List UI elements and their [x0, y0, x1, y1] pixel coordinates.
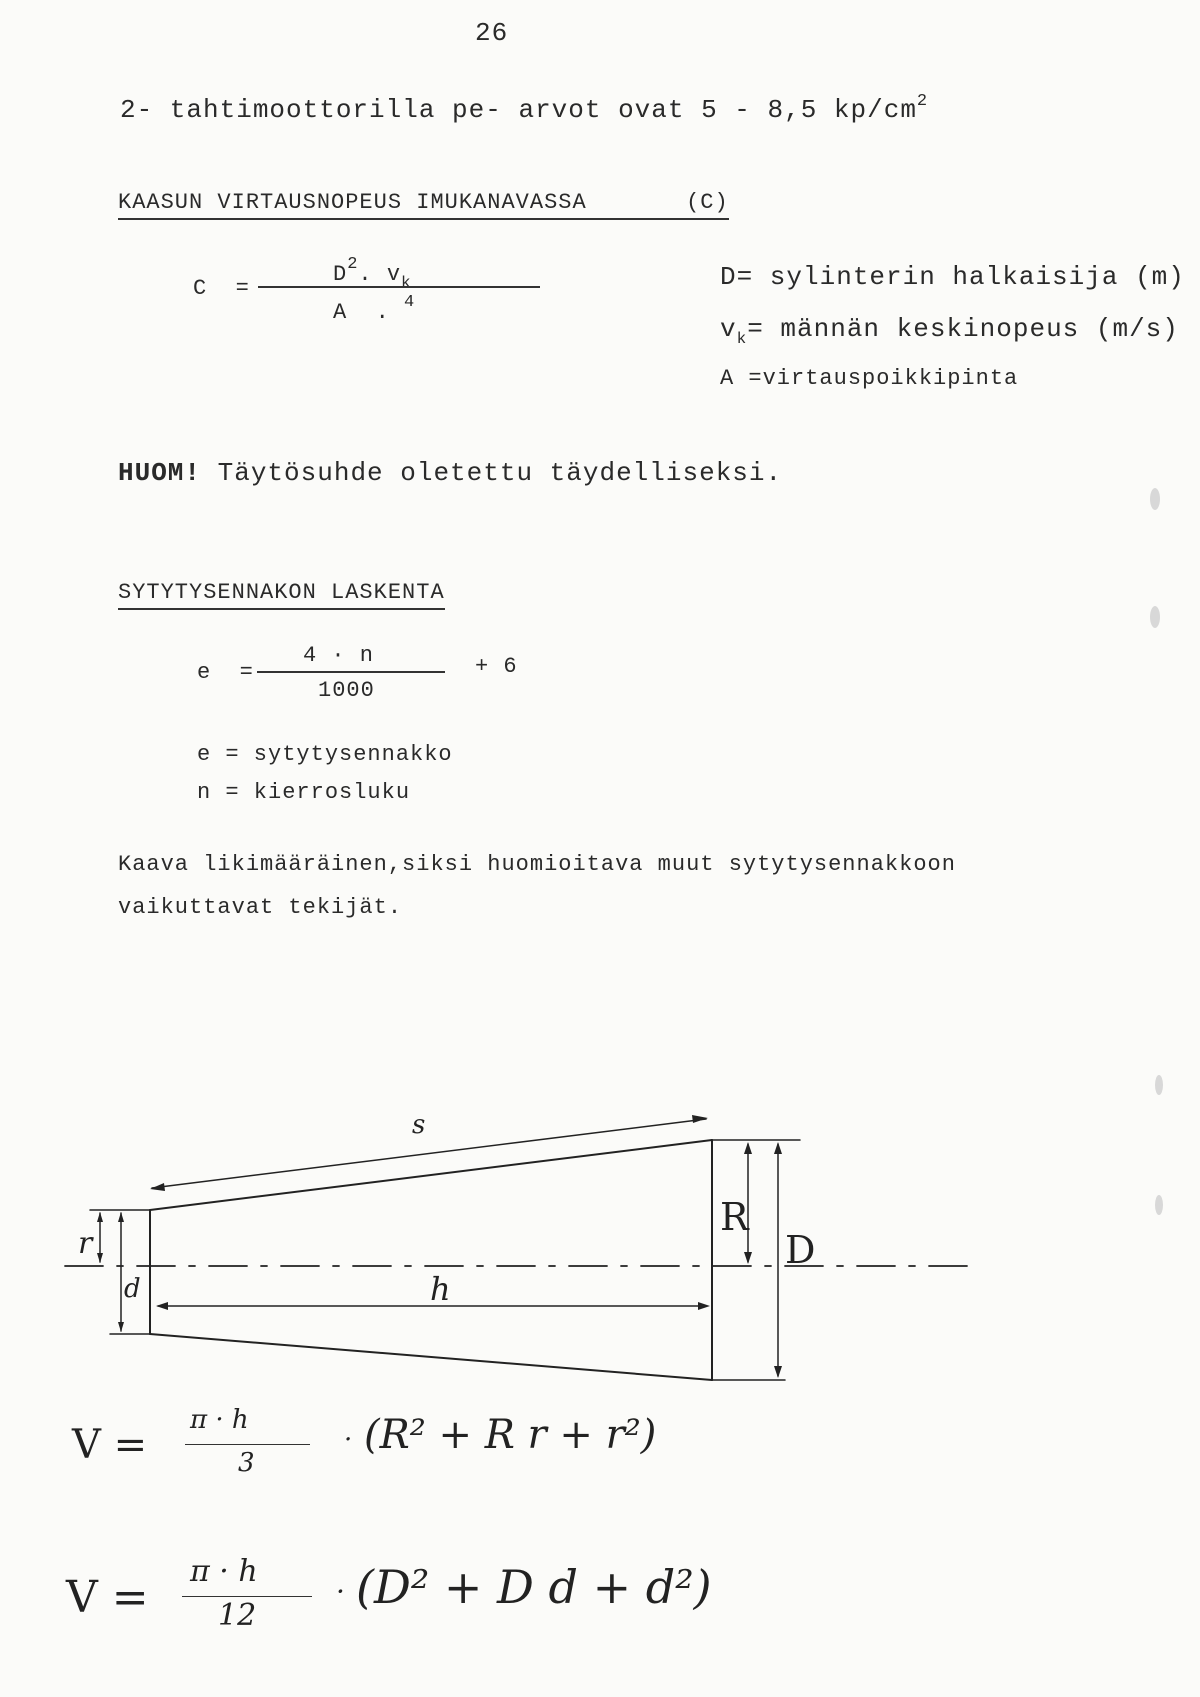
label-d: d	[124, 1274, 141, 1304]
D-arrow-bottom-icon	[774, 1366, 782, 1378]
gas-num-v: v	[386, 262, 402, 287]
punch-hole-mark	[1150, 488, 1160, 510]
closing-line-2: vaikuttavat tekijät.	[118, 895, 403, 920]
ignition-formula-lhs: e =	[197, 660, 254, 685]
h-arrow-right-icon	[698, 1302, 710, 1310]
punch-hole-mark	[1150, 606, 1160, 628]
ignition-plus-six: + 6	[475, 654, 518, 679]
def-A: A =virtauspoikkipinta	[720, 366, 1019, 391]
ignition-numerator: 4 · n	[303, 643, 375, 668]
page-number: 26	[475, 18, 509, 48]
def-vk-v: v	[720, 314, 737, 344]
intro-exponent: 2	[916, 92, 929, 111]
r-arrow-top-icon	[97, 1212, 103, 1222]
ignition-denominator: 1000	[318, 678, 375, 703]
def-vk-text: = männän keskinopeus (m/s)	[747, 314, 1179, 344]
note-label: HUOM!	[118, 458, 202, 488]
label-D: D	[785, 1228, 816, 1272]
slant-arrow-left-icon	[150, 1183, 165, 1191]
volume-formula-2-rhs: (D² + D d + d²)	[356, 1560, 712, 1614]
intro-text: 2- tahtimoottorilla pe- arvot ovat 5 - 8,5 kp/cm	[120, 95, 917, 125]
label-s: s	[412, 1110, 426, 1140]
volume-formula-1-lhs: V =	[72, 1422, 148, 1468]
volume-formula-2-bar	[182, 1596, 312, 1597]
volume-formula-2-numerator: π · h	[190, 1554, 258, 1589]
r-arrow-bottom-icon	[97, 1253, 103, 1263]
volume-formula-2-lhs: V =	[66, 1572, 149, 1623]
def-e: e = sytytysennakko	[197, 742, 453, 767]
d-arrow-bottom-icon	[118, 1322, 124, 1332]
volume-formula-1-rhs: (R² + R r + r²)	[364, 1412, 657, 1458]
punch-hole-mark	[1155, 1075, 1163, 1095]
label-R: R	[720, 1195, 749, 1239]
gas-formula-lhs: C =	[193, 276, 250, 301]
R-arrow-top-icon	[744, 1142, 752, 1154]
label-h: h	[430, 1270, 451, 1308]
gas-heading-symbol: (C)	[686, 190, 729, 220]
gas-num-D: D	[333, 262, 348, 287]
def-n: n = kierrosluku	[197, 780, 411, 805]
volume-formula-1-dot: ·	[344, 1425, 353, 1455]
D-arrow-top-icon	[774, 1142, 782, 1154]
def-D: D= sylinterin halkaisija (m)	[720, 262, 1185, 292]
d-arrow-top-icon	[118, 1212, 124, 1222]
gas-den-A: A .	[333, 300, 390, 325]
volume-formula-1-numerator: π · h	[190, 1405, 249, 1435]
volume-formula-1-bar	[185, 1444, 310, 1445]
frustum-top-side	[150, 1140, 712, 1210]
note-text: Täytösuhde oletettu täydelliseksi.	[201, 458, 783, 488]
gas-den-4: 4	[404, 293, 416, 312]
frustum-bottom-side	[150, 1334, 712, 1380]
slant-dimension-line	[152, 1119, 706, 1188]
label-r: r	[78, 1226, 93, 1261]
gas-heading-text: KAASUN VIRTAUSNOPEUS IMUKANAVASSA	[118, 190, 587, 220]
gas-num-sub: k	[401, 274, 412, 292]
R-arrow-bottom-icon	[744, 1252, 752, 1264]
gas-num-sup: 2	[347, 255, 359, 274]
def-vk-sub: k	[736, 330, 748, 348]
volume-formula-1-denominator: 3	[238, 1448, 255, 1478]
closing-line-1: Kaava likimääräinen,siksi huomioitava muut sytytysennakkoon	[118, 852, 956, 877]
volume-formula-2-dot: ·	[336, 1575, 345, 1608]
ignition-heading-text: SYTYTYSENNAKON LASKENTA	[118, 580, 445, 610]
punch-hole-mark	[1155, 1195, 1163, 1215]
volume-formula-2-denominator: 12	[218, 1598, 257, 1633]
h-arrow-left-icon	[156, 1302, 168, 1310]
gas-num-dot: .	[358, 262, 373, 287]
